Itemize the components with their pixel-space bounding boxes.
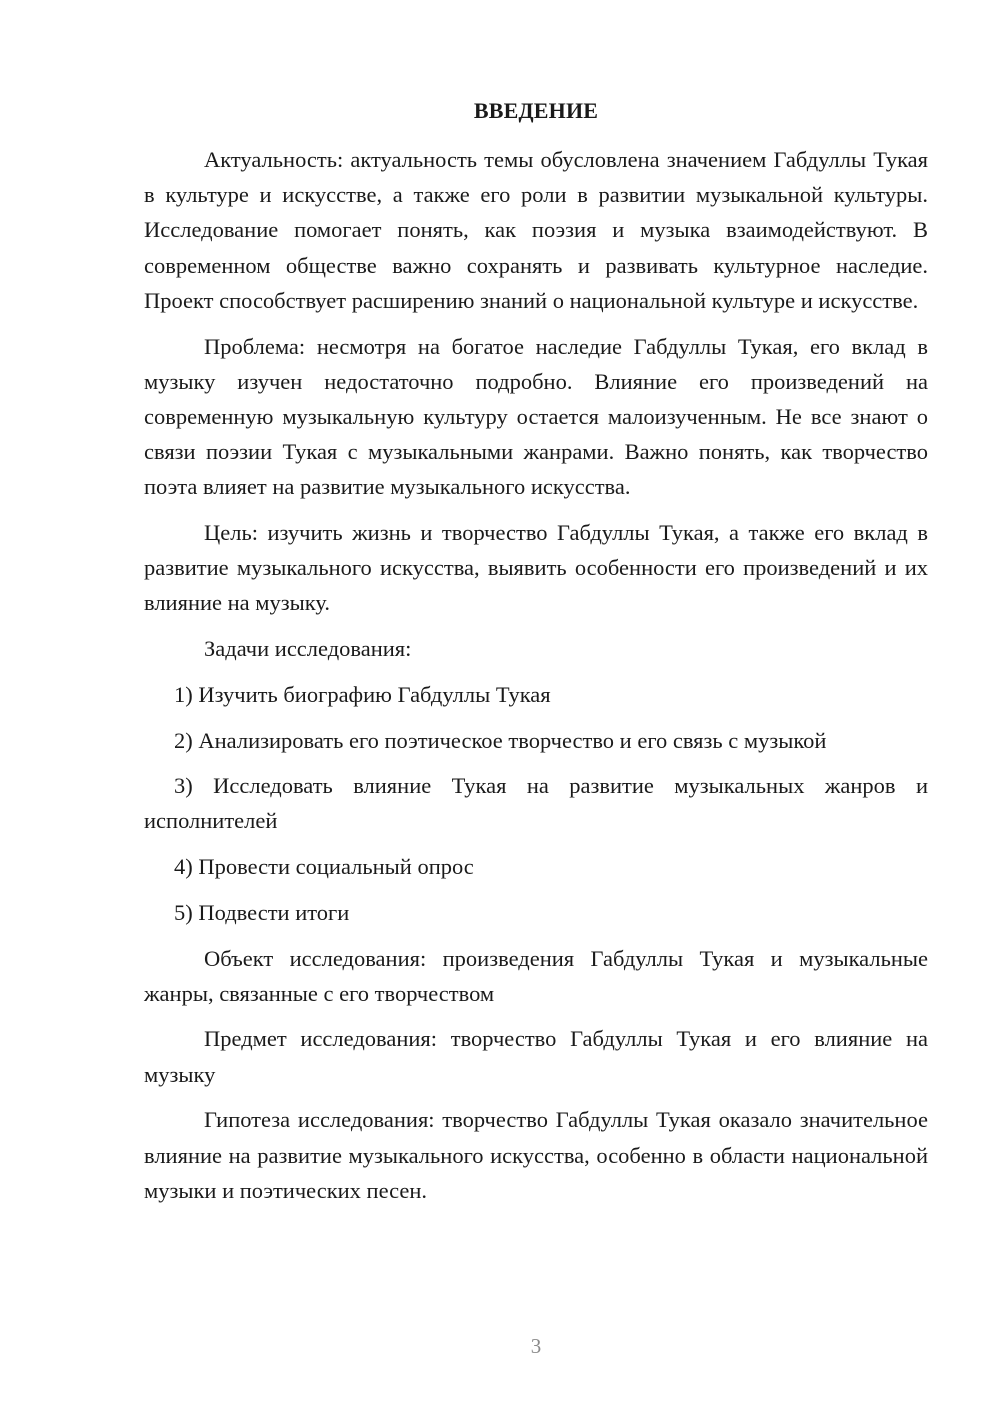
object-paragraph: Объект исследования: произведения Габдуллы Тукая и музыкальные жанры, связанные с его творчеством <box>144 945 928 1006</box>
task-item-1: 1) Изучить биографию Габдуллы Тукая <box>174 681 551 707</box>
task-item-5: 5) Подвести итоги <box>174 899 350 925</box>
hypothesis-paragraph: Гипотеза исследования: творчество Габдуллы Тукая оказало значительное влияние на развитие музыкального искусства, особенно в области национальной музыки и поэтических песен. <box>144 1107 928 1203</box>
goal-paragraph: Цель: изучить жизнь и творчество Габдуллы Тукая, а также его вклад в развитие музыкального искусства, выявить особенности его произведений и их влияние на музыку. <box>144 520 928 616</box>
tasks-heading: Задачи исследования: <box>204 636 412 662</box>
problem-paragraph: Проблема: несмотря на богатое наследие Габдуллы Тукая, его вклад в музыку изучен недостаточно подробно. Влияние его произведений на современную музыкальную культуру остается малоизученным. Не все знают о связи поэзии Тукая с музыкальными жанрами. Важно понять, как творчество поэта влияет на развитие музыкального искусства. <box>144 333 928 500</box>
subject-paragraph: Предмет исследования: творчество Габдуллы Тукая и его влияние на музыку <box>144 1026 928 1087</box>
task-item-3: 3) Исследовать влияние Тукая на развитие музыкальных жанров и исполнителей <box>144 773 928 834</box>
page-number: 3 <box>530 1334 542 1358</box>
task-item-2: 2) Анализировать его поэтическое творчество и его связь с музыкой <box>174 727 827 753</box>
task-item-4: 4) Провести социальный опрос <box>174 854 474 880</box>
relevance-paragraph: Актуальность: актуальность темы обусловлена значением Габдуллы Тукая в культуре и искусстве, а также его роли в развитии музыкальной культуры. Исследование помогает понять, как поэзия и музыка взаимодействуют. В современном обществе важно сохранять и развивать культурное наследие. Проект способствует расширению знаний о национальной культуре и искусстве. <box>144 147 928 313</box>
document-body <box>144 96 928 1208</box>
section-title: ВВЕДЕНИЕ <box>473 98 599 123</box>
